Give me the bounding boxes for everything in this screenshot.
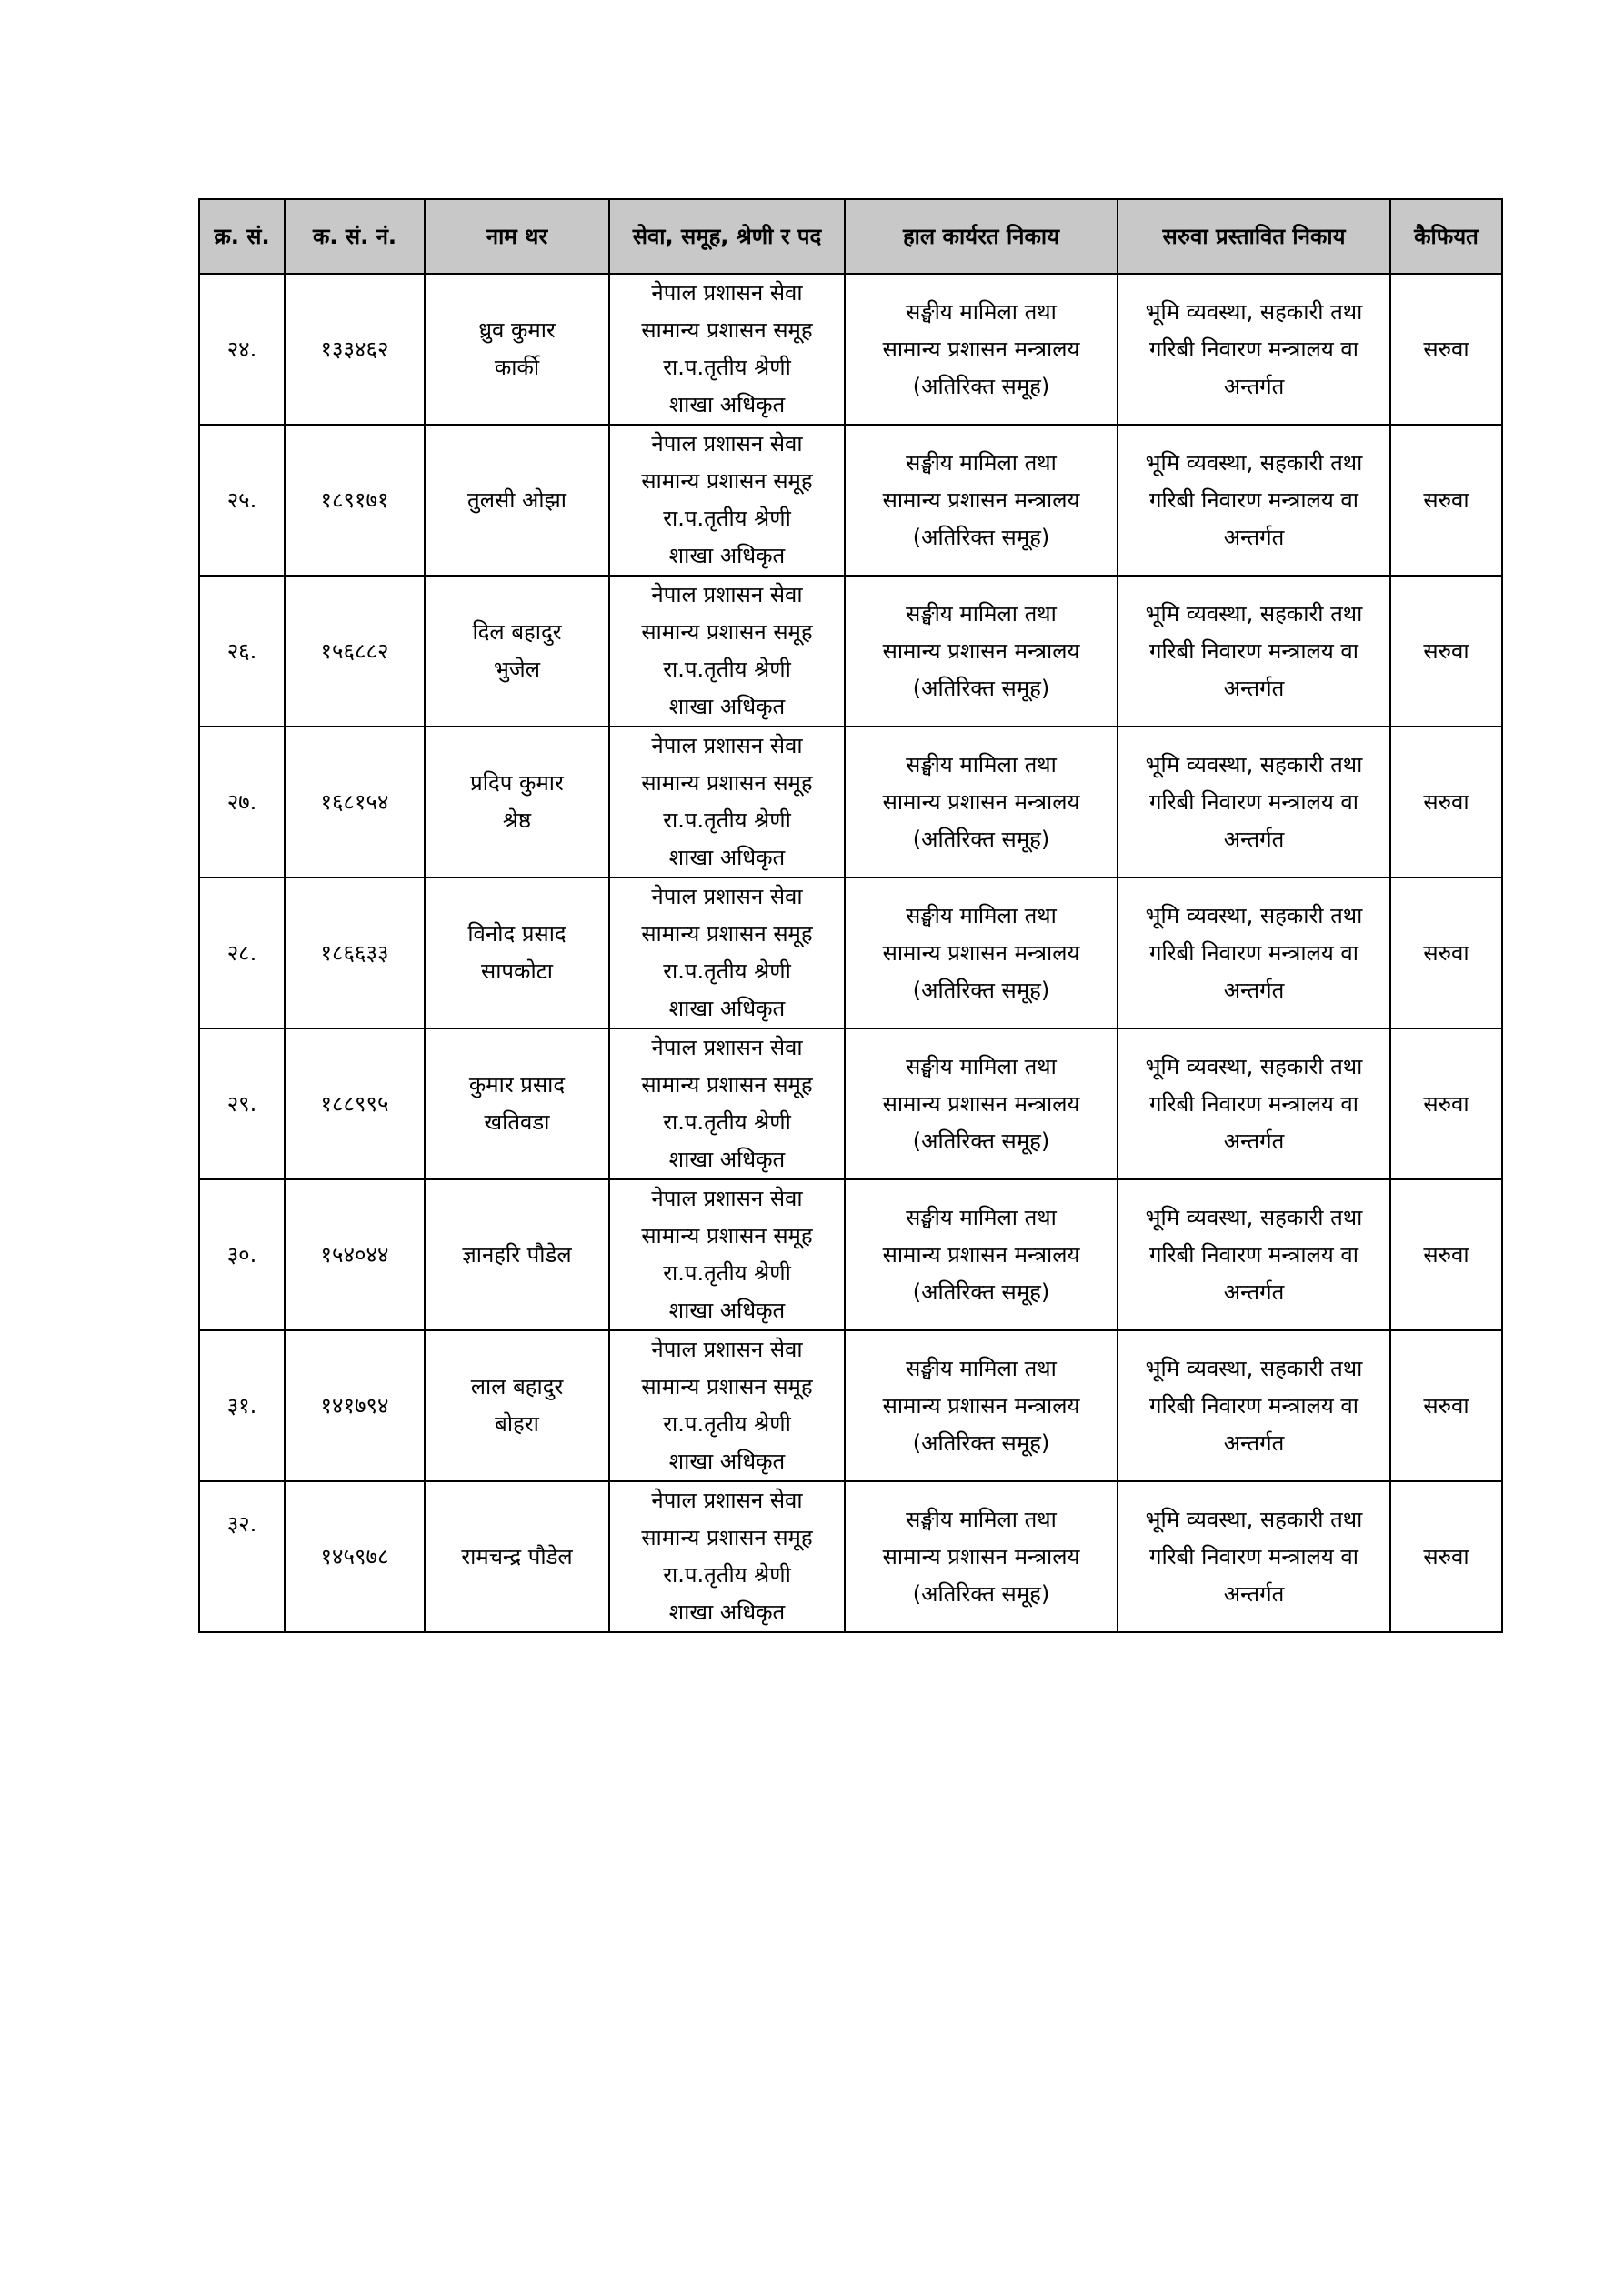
proposed-office-cell-line: भूमि व्यवस्था, सहकारी तथा [1145, 1355, 1363, 1381]
service-cell [609, 425, 845, 576]
current-office-cell [845, 1481, 1118, 1632]
current-office-cell-line: सङ्घीय मामिला तथा [906, 449, 1057, 476]
current-office-cell-line: (अतिरिक्त समूह) [912, 1278, 1050, 1305]
name-cell-line: प्रदिप कुमार [470, 770, 564, 796]
name-cell [425, 877, 609, 1028]
serial-cell: २५. [199, 425, 285, 576]
current-office-cell-line: सङ्घीय मामिला तथा [906, 600, 1057, 627]
remarks-cell: सरुवा [1390, 274, 1502, 425]
proposed-office-cell-line: अन्तर्गत [1223, 675, 1285, 701]
service-cell-line: रा.प.तृतीय श्रेणी [663, 1109, 791, 1135]
proposed-office-cell-line: गरिबी निवारण मन्त्रालय वा [1149, 336, 1358, 362]
proposed-office-cell [1118, 877, 1390, 1028]
staff-no-cell: १३३४६२ [285, 274, 425, 425]
current-office-cell-line: सङ्घीय मामिला तथा [906, 1355, 1057, 1381]
table-row [199, 274, 1502, 425]
staff-no-cell: १५४०४४ [285, 1179, 425, 1330]
service-cell-line: नेपाल प्रशासन सेवा [651, 431, 803, 456]
service-cell-line: सामान्य प्रशासन समूह [641, 1525, 813, 1550]
service-cell-line: रा.प.तृतीय श्रेणी [663, 1260, 791, 1286]
service-cell [609, 727, 845, 877]
proposed-office-cell-line: गरिबी निवारण मन्त्रालय वा [1149, 637, 1358, 664]
serial-cell: २७. [199, 727, 285, 877]
name-cell-line: तुलसी ओझा [467, 486, 566, 513]
current-office-cell [845, 274, 1118, 425]
current-office-cell-line: सामान्य प्रशासन मन्त्रालय [882, 1392, 1080, 1419]
proposed-office-cell-line: गरिबी निवारण मन्त्रालय वा [1149, 1392, 1358, 1419]
proposed-office-cell-line: गरिबी निवारण मन्त्रालय वा [1149, 1090, 1358, 1117]
service-cell-line: रा.प.तृतीय श्रेणी [663, 958, 791, 984]
remarks-cell: सरुवा [1390, 727, 1502, 877]
proposed-office-cell-line: अन्तर्गत [1223, 1278, 1285, 1305]
service-cell-line: शाखा अधिकृत [668, 845, 786, 870]
service-cell-line: रा.प.तृतीय श्रेणी [663, 807, 791, 833]
proposed-office-cell-line: गरिबी निवारण मन्त्रालय वा [1149, 788, 1358, 815]
table-row [199, 425, 1502, 576]
name-cell-line: श्रेष्ठ [502, 807, 532, 833]
table-row [199, 1330, 1502, 1481]
name-cell-line: खतिवडा [484, 1109, 550, 1135]
remarks-cell: सरुवा [1390, 576, 1502, 727]
proposed-office-cell [1118, 274, 1390, 425]
current-office-cell-line: (अतिरिक्त समूह) [912, 524, 1050, 550]
proposed-office-cell-line: गरिबी निवारण मन्त्रालय वा [1149, 1543, 1358, 1569]
service-cell-line: सामान्य प्रशासन समूह [641, 1072, 813, 1098]
name-cell-line: ध्रुव कुमार [478, 317, 556, 343]
service-cell [609, 274, 845, 425]
service-cell-line: सामान्य प्रशासन समूह [641, 619, 813, 645]
header-current-office: हाल कार्यरत निकाय [845, 199, 1118, 274]
staff-no-cell: १५६८८२ [285, 576, 425, 727]
current-office-cell-line: सङ्घीय मामिला तथा [906, 1053, 1057, 1079]
service-cell-line: शाखा अधिकृत [668, 543, 786, 568]
proposed-office-cell-line: भूमि व्यवस्था, सहकारी तथा [1145, 902, 1363, 928]
header-row [199, 199, 1502, 274]
current-office-cell-line: सङ्घीय मामिला तथा [906, 751, 1057, 777]
name-cell [425, 1179, 609, 1330]
proposed-office-cell-line: गरिबी निवारण मन्त्रालय वा [1149, 486, 1358, 513]
current-office-cell [845, 576, 1118, 727]
service-cell [609, 1481, 845, 1632]
table-row [199, 877, 1502, 1028]
table-row [199, 1481, 1502, 1632]
service-cell-line: शाखा अधिकृत [668, 1298, 786, 1323]
service-cell-line: सामान्य प्रशासन समूह [641, 770, 813, 796]
name-cell-line: लाल बहादुर [470, 1374, 564, 1399]
service-cell-line: शाखा अधिकृत [668, 392, 786, 417]
serial-cell: २९. [199, 1028, 285, 1179]
name-cell-line: कार्की [494, 355, 540, 380]
current-office-cell-line: सामान्य प्रशासन मन्त्रालय [882, 486, 1080, 513]
name-cell [425, 576, 609, 727]
current-office-cell [845, 1028, 1118, 1179]
current-office-cell-line: सामान्य प्रशासन मन्त्रालय [882, 1090, 1080, 1117]
proposed-office-cell [1118, 727, 1390, 877]
proposed-office-cell-line: अन्तर्गत [1223, 1580, 1285, 1607]
remarks-cell: सरुवा [1390, 1179, 1502, 1330]
current-office-cell-line: सङ्घीय मामिला तथा [906, 1204, 1057, 1230]
proposed-office-cell [1118, 425, 1390, 576]
name-cell [425, 425, 609, 576]
remarks-cell: सरुवा [1390, 1028, 1502, 1179]
proposed-office-cell-line: भूमि व्यवस्था, सहकारी तथा [1145, 298, 1363, 325]
name-cell [425, 274, 609, 425]
proposed-office-cell-line: अन्तर्गत [1223, 524, 1285, 550]
name-cell-line: ज्ञानहरि पौडेल [462, 1241, 572, 1268]
proposed-office-cell-line: अन्तर्गत [1223, 977, 1285, 1003]
service-cell [609, 1028, 845, 1179]
table-row [199, 727, 1502, 877]
service-cell-line: रा.प.तृतीय श्रेणी [663, 657, 791, 682]
serial-cell: ३०. [199, 1179, 285, 1330]
proposed-office-cell-line: भूमि व्यवस्था, सहकारी तथा [1145, 1204, 1363, 1230]
name-cell-line: दिल बहादुर [472, 619, 562, 645]
current-office-cell-line: सामान्य प्रशासन मन्त्रालय [882, 1543, 1080, 1569]
service-cell-line: नेपाल प्रशासन सेवा [651, 280, 803, 306]
service-cell-line: शाखा अधिकृत [668, 1449, 786, 1474]
current-office-cell-line: सामान्य प्रशासन मन्त्रालय [882, 336, 1080, 362]
proposed-office-cell-line: भूमि व्यवस्था, सहकारी तथा [1145, 600, 1363, 627]
service-cell-line: शाखा अधिकृत [668, 996, 786, 1021]
serial-cell: २६. [199, 576, 285, 727]
service-cell-line: नेपाल प्रशासन सेवा [651, 733, 803, 758]
remarks-cell: सरुवा [1390, 877, 1502, 1028]
current-office-cell [845, 1179, 1118, 1330]
current-office-cell-line: (अतिरिक्त समूह) [912, 977, 1050, 1003]
proposed-office-cell [1118, 1330, 1390, 1481]
remarks-cell: सरुवा [1390, 1481, 1502, 1632]
proposed-office-cell-line: अन्तर्गत [1223, 373, 1285, 399]
staff-no-cell: १८८९९५ [285, 1028, 425, 1179]
current-office-cell [845, 1330, 1118, 1481]
name-cell [425, 1481, 609, 1632]
service-cell [609, 1330, 845, 1481]
staff-no-cell: १४५९७८ [285, 1481, 425, 1632]
remarks-cell: सरुवा [1390, 1330, 1502, 1481]
current-office-cell-line: सङ्घीय मामिला तथा [906, 298, 1057, 325]
current-office-cell-line: सामान्य प्रशासन मन्त्रालय [882, 939, 1080, 966]
proposed-office-cell-line: भूमि व्यवस्था, सहकारी तथा [1145, 1506, 1363, 1532]
proposed-office-cell [1118, 1028, 1390, 1179]
name-cell [425, 1028, 609, 1179]
name-cell-line: भुजेल [494, 657, 540, 682]
service-cell-line: रा.प.तृतीय श्रेणी [663, 355, 791, 380]
service-cell-line: शाखा अधिकृत [668, 1147, 786, 1172]
serial-cell: २८. [199, 877, 285, 1028]
remarks-cell: सरुवा [1390, 425, 1502, 576]
name-cell-line: कुमार प्रसाद [468, 1072, 566, 1098]
serial-cell: ३१. [199, 1330, 285, 1481]
service-cell-line: सामान्य प्रशासन समूह [641, 921, 813, 947]
proposed-office-cell-line: भूमि व्यवस्था, सहकारी तथा [1145, 751, 1363, 777]
service-cell-line: शाखा अधिकृत [668, 694, 786, 719]
service-cell-line: नेपाल प्रशासन सेवा [651, 1337, 803, 1362]
proposed-office-cell-line: गरिबी निवारण मन्त्रालय वा [1149, 1241, 1358, 1268]
proposed-office-cell-line: अन्तर्गत [1223, 826, 1285, 852]
proposed-office-cell [1118, 576, 1390, 727]
current-office-cell-line: सङ्घीय मामिला तथा [906, 1506, 1057, 1532]
service-cell-line: नेपाल प्रशासन सेवा [651, 1488, 803, 1513]
service-cell-line: रा.प.तृतीय श्रेणी [663, 506, 791, 531]
proposed-office-cell-line: अन्तर्गत [1223, 1128, 1285, 1154]
staff-no-cell: १८६६३३ [285, 877, 425, 1028]
name-cell [425, 1330, 609, 1481]
table-row [199, 1179, 1502, 1330]
current-office-cell [845, 425, 1118, 576]
current-office-cell [845, 877, 1118, 1028]
service-cell [609, 877, 845, 1028]
name-cell-line: सापकोटा [480, 958, 554, 984]
current-office-cell-line: (अतिरिक्त समूह) [912, 826, 1050, 852]
service-cell [609, 576, 845, 727]
service-cell [609, 1179, 845, 1330]
header-serial: क्र. सं. [199, 199, 285, 274]
header-service: सेवा, समूह, श्रेणी र पद [609, 199, 845, 274]
proposed-office-cell-line: गरिबी निवारण मन्त्रालय वा [1149, 939, 1358, 966]
current-office-cell-line: (अतिरिक्त समूह) [912, 1128, 1050, 1154]
name-cell [425, 727, 609, 877]
current-office-cell [845, 727, 1118, 877]
header-name: नाम थर [425, 199, 609, 274]
table-header [199, 199, 1502, 274]
service-cell-line: शाखा अधिकृत [668, 1599, 786, 1625]
service-cell-line: रा.प.तृतीय श्रेणी [663, 1411, 791, 1437]
proposed-office-cell-line: भूमि व्यवस्था, सहकारी तथा [1145, 1053, 1363, 1079]
transfer-table [198, 198, 1503, 1633]
current-office-cell-line: सामान्य प्रशासन मन्त्रालय [882, 788, 1080, 815]
staff-no-cell: १४१७९४ [285, 1330, 425, 1481]
current-office-cell-line: (अतिरिक्त समूह) [912, 675, 1050, 701]
table-body [199, 274, 1502, 1632]
name-cell-line: विनोद प्रसाद [467, 921, 566, 947]
header-staff-no: क. सं. नं. [285, 199, 425, 274]
service-cell-line: सामान्य प्रशासन समूह [641, 468, 813, 494]
table-row [199, 1028, 1502, 1179]
service-cell-line: नेपाल प्रशासन सेवा [651, 1186, 803, 1211]
service-cell-line: नेपाल प्रशासन सेवा [651, 884, 803, 909]
service-cell-line: नेपाल प्रशासन सेवा [651, 582, 803, 607]
table-row [199, 576, 1502, 727]
service-cell-line: सामान्य प्रशासन समूह [641, 1374, 813, 1399]
staff-no-cell: १६८१५४ [285, 727, 425, 877]
service-cell-line: रा.प.तृतीय श्रेणी [663, 1562, 791, 1588]
current-office-cell-line: (अतिरिक्त समूह) [912, 1580, 1050, 1607]
current-office-cell-line: (अतिरिक्त समूह) [912, 373, 1050, 399]
service-cell-line: सामान्य प्रशासन समूह [641, 317, 813, 343]
header-remarks: कैफियत [1390, 199, 1502, 274]
proposed-office-cell [1118, 1179, 1390, 1330]
staff-no-cell: १८९१७१ [285, 425, 425, 576]
current-office-cell-line: (अतिरिक्त समूह) [912, 1429, 1050, 1456]
serial-cell: ३२. [199, 1481, 285, 1632]
proposed-office-cell-line: भूमि व्यवस्था, सहकारी तथा [1145, 449, 1363, 476]
name-cell-line: बोहरा [495, 1411, 539, 1437]
proposed-office-cell [1118, 1481, 1390, 1632]
current-office-cell-line: सामान्य प्रशासन मन्त्रालय [882, 1241, 1080, 1268]
serial-cell: २४. [199, 274, 285, 425]
service-cell-line: नेपाल प्रशासन सेवा [651, 1035, 803, 1060]
proposed-office-cell-line: अन्तर्गत [1223, 1429, 1285, 1456]
current-office-cell-line: सङ्घीय मामिला तथा [906, 902, 1057, 928]
name-cell-line: रामचन्द्र पौडेल [461, 1543, 573, 1569]
header-proposed-office: सरुवा प्रस्तावित निकाय [1118, 199, 1390, 274]
service-cell-line: सामान्य प्रशासन समूह [641, 1223, 813, 1248]
current-office-cell-line: सामान्य प्रशासन मन्त्रालय [882, 637, 1080, 664]
